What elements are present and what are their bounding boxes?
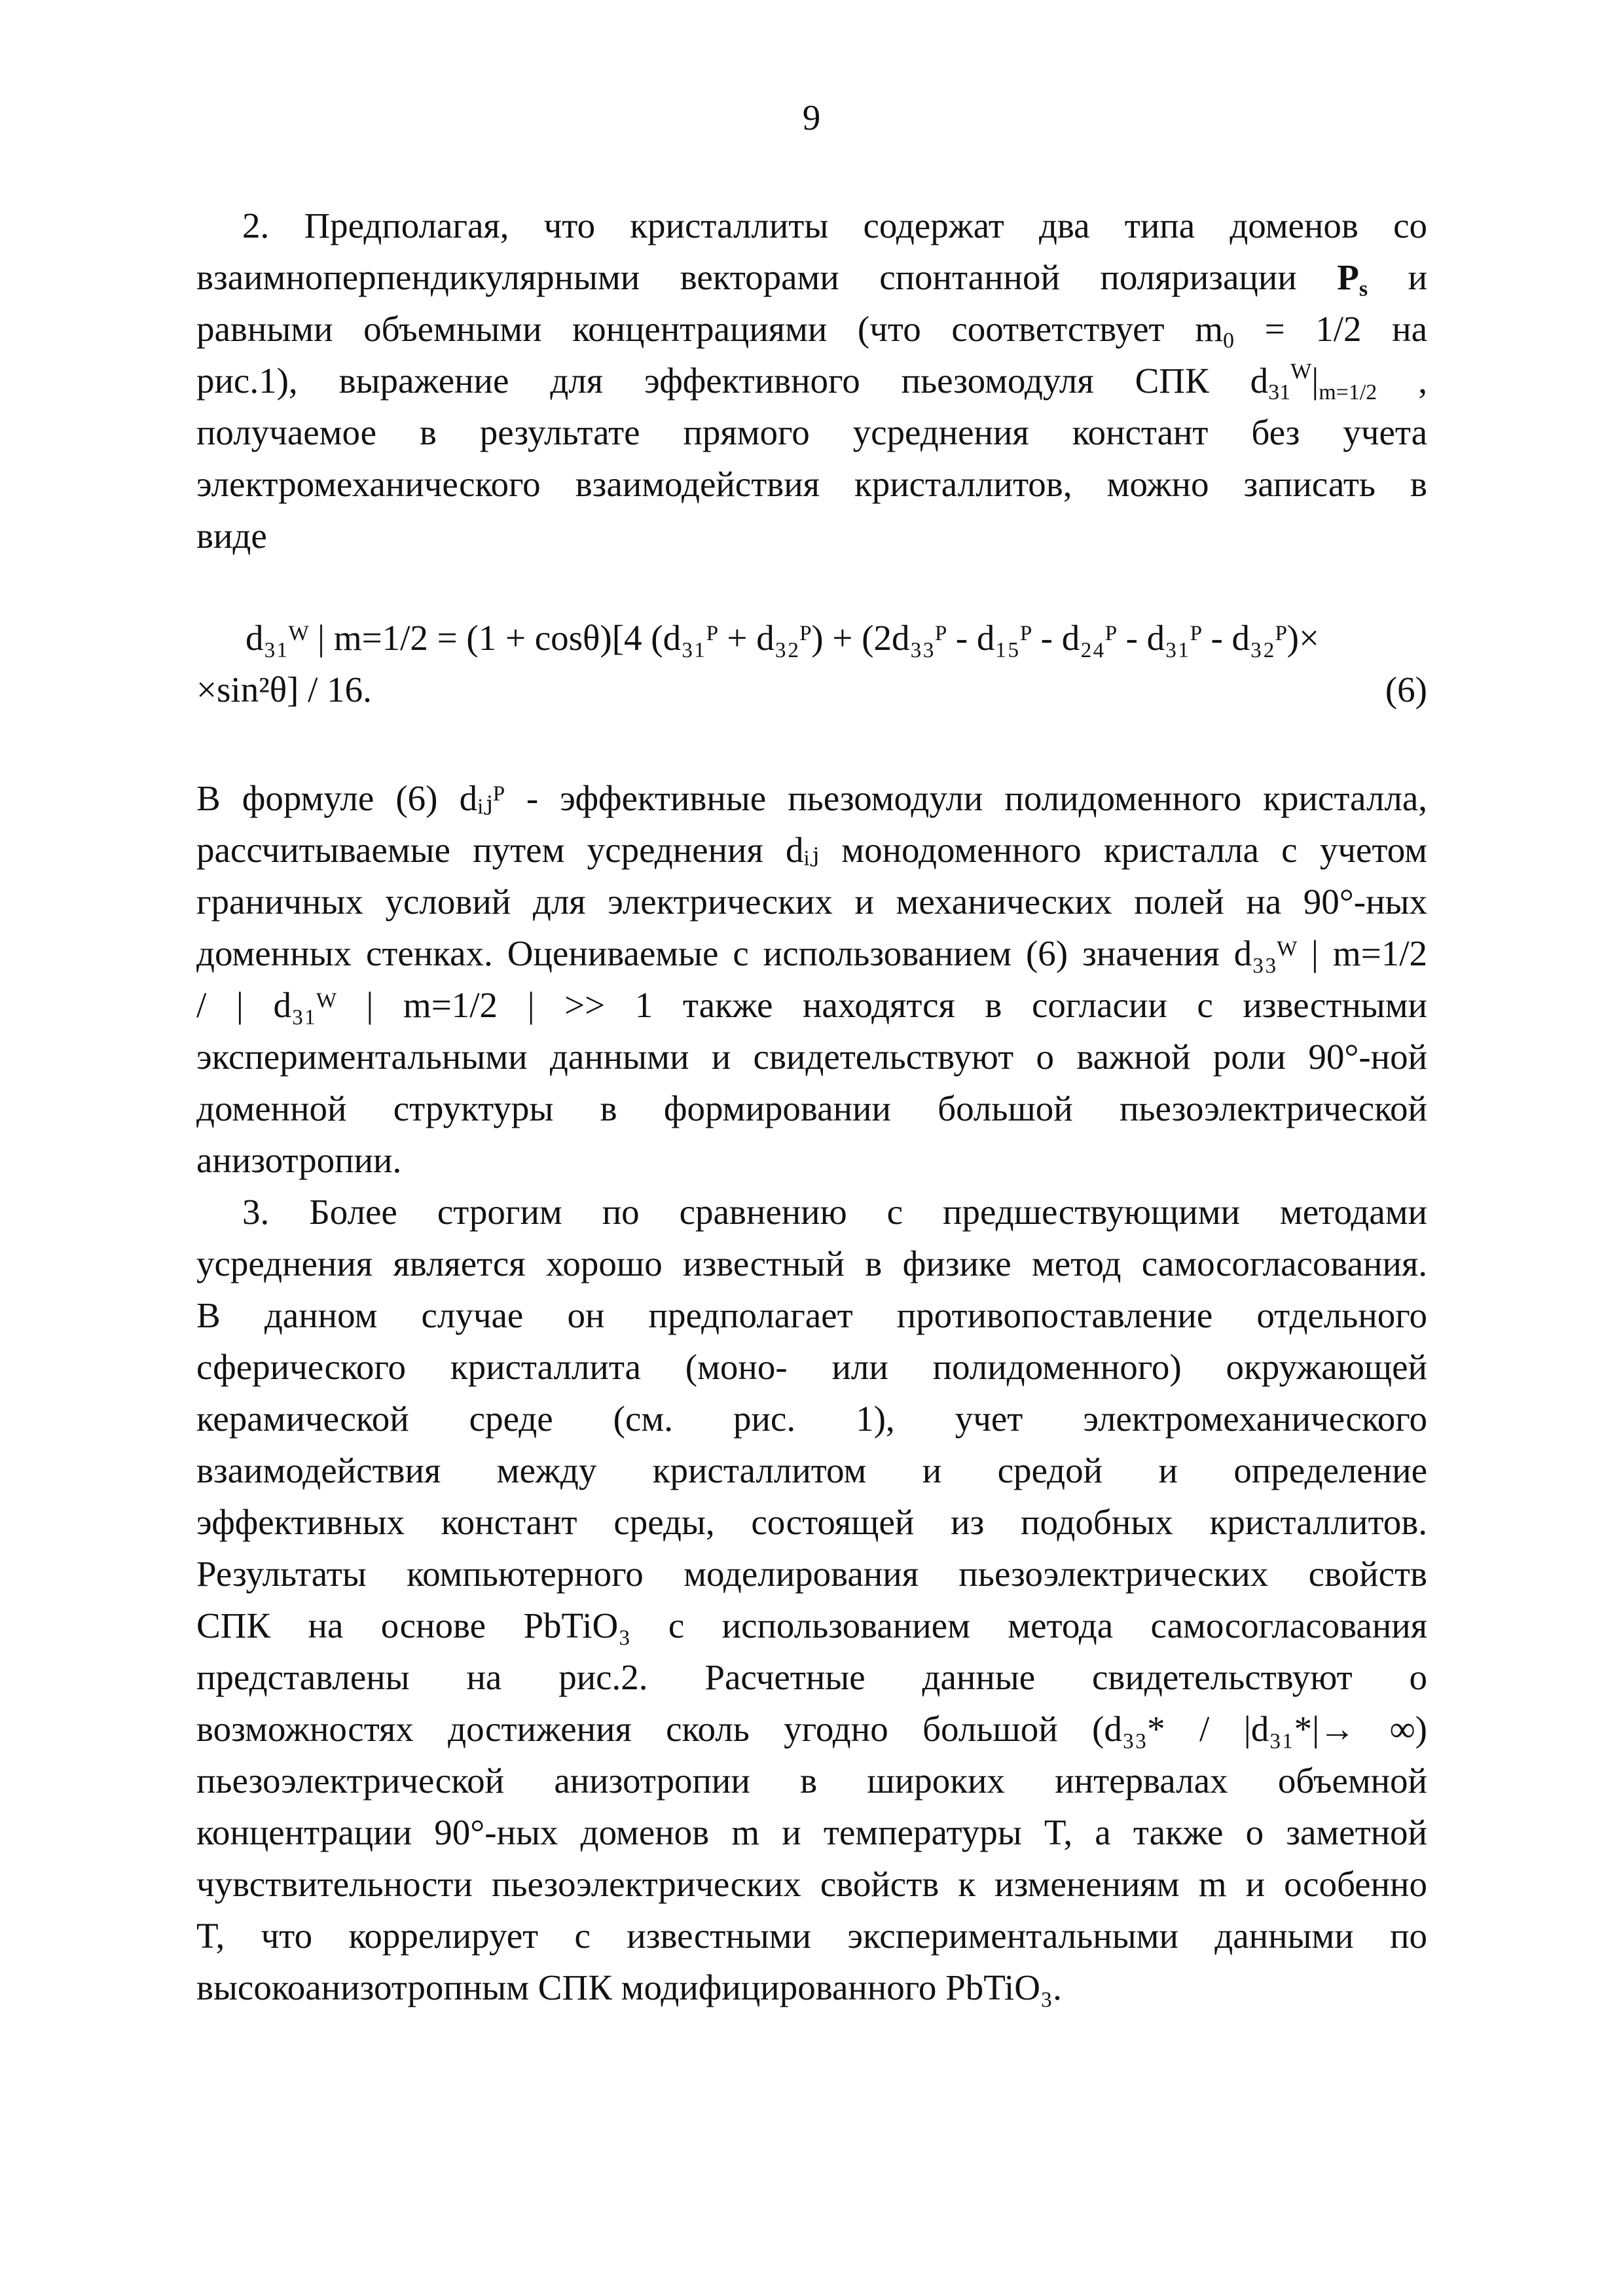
- text-line: В данном случае он предполагает противопоставление отдельного: [196, 1295, 1427, 1335]
- paragraph-4: [196, 1186, 1427, 2013]
- text-line: рассчитываемые путем усреднения dᵢⱼ монодоменного кристалла с учетом: [196, 830, 1427, 870]
- text-line: пьезоэлектрической анизотропии в широких интервалах объемной: [196, 1761, 1427, 1801]
- text-line: анизотропии.: [196, 1140, 402, 1180]
- text-line: электромеханического взаимодействия кристаллитов, можно записать в: [196, 464, 1427, 504]
- text-line: усреднения является хорошо известный в физике метод самосогласования.: [196, 1244, 1427, 1283]
- text-line: / | d₃₁ᵂ | m=1/2 | >> 1 также находятся в согласии с известными: [196, 985, 1427, 1025]
- equation-6: [246, 612, 1427, 664]
- text-line: Результаты компьютерного моделирования пьезоэлектрических свойств: [196, 1554, 1427, 1594]
- equation-line: ×sin²θ] / 16.: [196, 670, 372, 709]
- text-line: доменной структуры в формировании большой пьезоэлектрической: [196, 1088, 1427, 1128]
- paragraph-2: [196, 200, 1427, 562]
- text-line: эффективных констант среды, состоящей из подобных кристаллитов.: [196, 1502, 1427, 1542]
- equation-number: (6): [1385, 670, 1427, 709]
- text-line: получаемое в результате прямого усреднения констант без учета: [196, 412, 1427, 452]
- text-line: рис.1), выражение для эффективного пьезомодуля СПК $d_{31}^W|_{m=1/2}$ ,: [196, 359, 1428, 404]
- text-line: чувствительности пьезоэлектрических свойств к изменениям m и особенно: [196, 1864, 1427, 1904]
- equation-line: d₃₁ᵂ | m=1/2 = (1 + cosθ)[4 (d₃₁ᴾ + d₃₂ᴾ) + (2d₃₃ᴾ - d₁₅ᴾ - d₂₄ᴾ - d₃₁ᴾ - d₃₂ᴾ)×: [246, 618, 1319, 658]
- text-line: доменных стенках. Оцениваемые с использованием (6) значения d₃₃ᵂ | m=1/2: [196, 933, 1427, 973]
- text-line: 3. Более строгим по сравнению с предшествующими методами: [242, 1192, 1427, 1232]
- text-line: равными объемными концентрациями (что соответствует $m_0 = 1/2$ на: [196, 309, 1427, 353]
- text-line: взаимноперпендикулярными векторами спонтанной поляризации $P_s$ и: [196, 257, 1428, 301]
- text-line: возможностях достижения сколь угодно большой (d₃₃* / |d₃₁*|→ ∞): [196, 1709, 1427, 1749]
- text-line: СПК на основе PbTiO₃ с использованием метода самосогласования: [196, 1605, 1427, 1645]
- paragraph-3: [196, 772, 1427, 1186]
- text-line: T, что коррелирует с известными экспериментальными данными по: [196, 1916, 1427, 1956]
- text-line: В формуле (6) dᵢⱼᴾ - эффективные пьезомодули полидоменного кристалла,: [196, 778, 1427, 818]
- text-line: граничных условий для электрических и механических полей на 90°-ных: [196, 882, 1427, 922]
- text-line: сферического кристаллита (моно- или полидоменного) окружающей: [196, 1347, 1427, 1387]
- page-number: 9: [802, 98, 821, 137]
- text-line: концентрации 90°-ных доменов m и температуры T, а также о заметной: [196, 1812, 1427, 1852]
- text-line: керамической среде (см. рис. 1), учет электромеханического: [196, 1399, 1427, 1439]
- equation-6-cont: [196, 664, 1427, 715]
- text-line: экспериментальными данными и свидетельствуют о важной роли 90°-ной: [196, 1037, 1427, 1077]
- text-line: виде: [196, 516, 267, 556]
- text-line: 2. Предполагая, что кристаллиты содержат два типа доменов со: [242, 206, 1427, 245]
- text-line: представлены на рис.2. Расчетные данные свидетельствуют о: [196, 1657, 1427, 1697]
- text-line: взаимодействия между кристаллитом и средой и определение: [196, 1450, 1427, 1490]
- text-line: высокоанизотропным СПК модифицированного PbTiO₃.: [196, 1967, 1062, 2007]
